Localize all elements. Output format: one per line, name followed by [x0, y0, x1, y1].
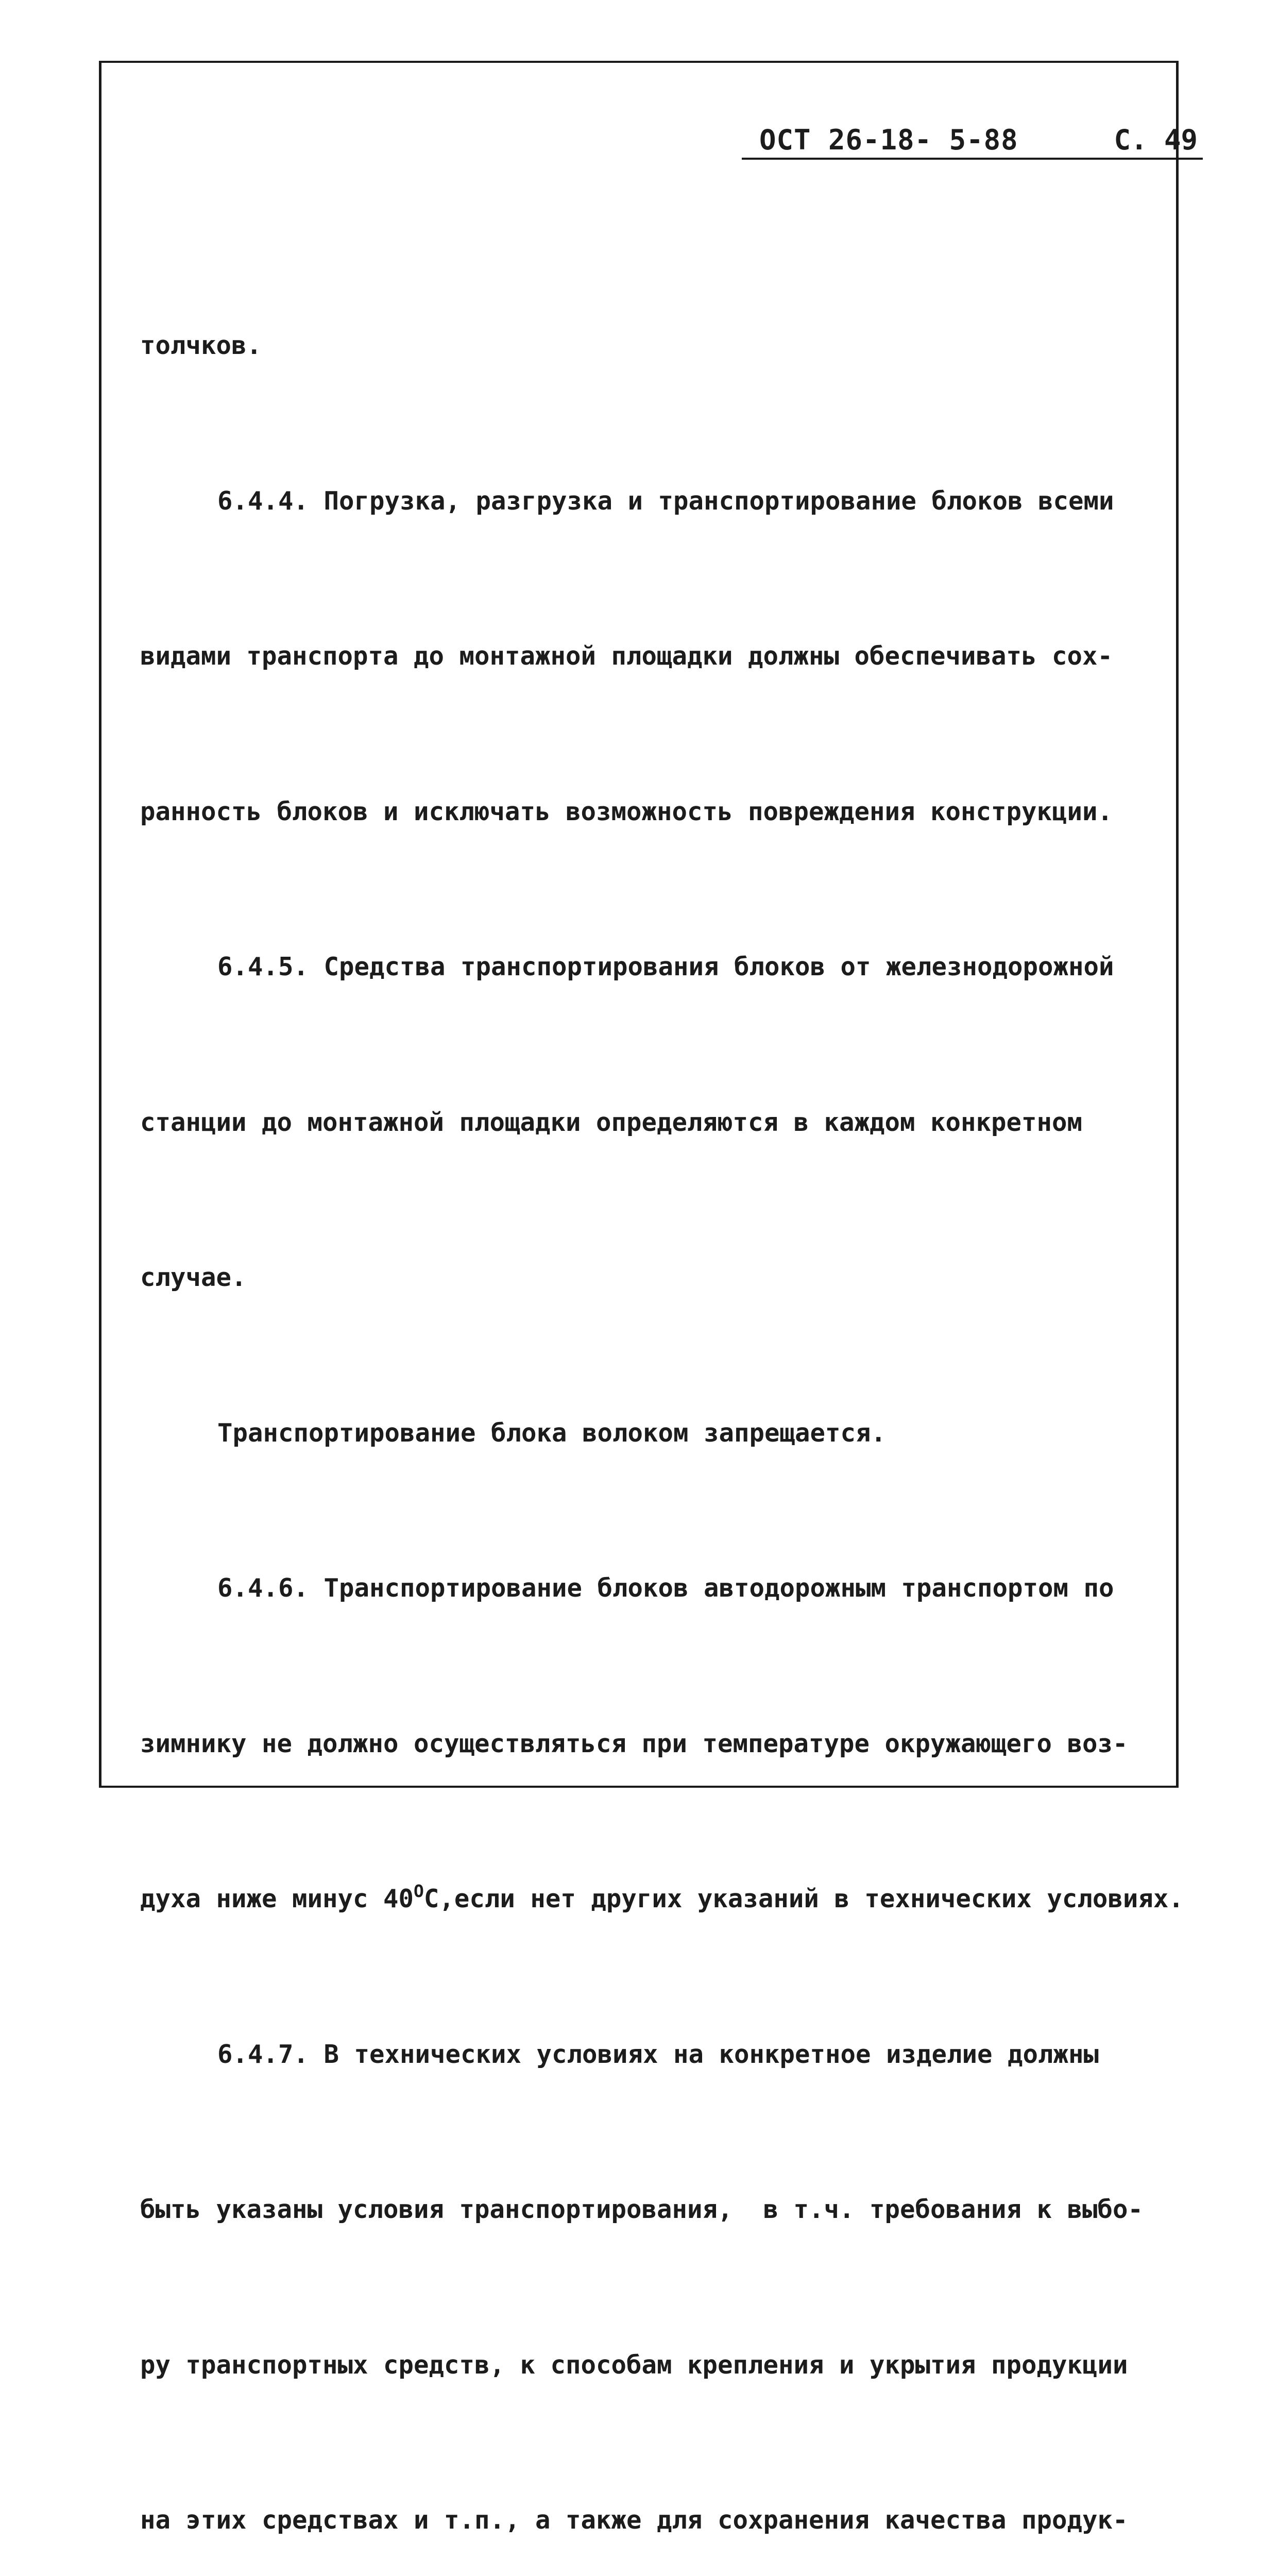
page-number: С. 49 [1114, 124, 1198, 156]
text-line: видами транспорта до монтажной площадки должны обеспечивать сох- [140, 641, 1113, 671]
text-line: Транспортирование блока волоком запрещается. [217, 1418, 887, 1448]
text-line: 6.4.4. Погрузка, разгрузка и транспортирование блоков всеми [217, 486, 1114, 516]
document-body [140, 216, 1248, 2576]
text-line: 6.4.5. Средства транспортирования блоков от железнодорожной [217, 952, 1114, 981]
text-line: на этих средствах и т.п., а также для сохранения качества продук- [140, 2505, 1128, 2535]
text-line: 6.4.6. Транспортирование блоков автодорожным транспортом по [217, 1573, 1114, 1603]
text-line: станции до монтажной площадки определяются в каждом конкретном [140, 1107, 1083, 1137]
text-line: 6.4.7. В технических условиях на конкретное изделие должны [217, 2039, 1099, 2069]
page-header [742, 124, 1203, 160]
text-line: ру транспортных средств, к способам крепления и укрытия продукции [140, 2350, 1128, 2380]
text-line: духа ниже минус $40^ОС,если$ нет других указаний в технических условиях. [140, 1881, 1184, 1913]
degree-superscript: О [414, 1881, 424, 1901]
text-line: зимнику не должно осуществляться при температуре окружающего воз- [140, 1728, 1128, 1758]
document-code: ОСТ 26-18- 5-88 [759, 124, 1018, 156]
text-line: случае. [140, 1263, 247, 1292]
text-line: быть указаны условия транспортирования, в т.ч. требования к выбо- [140, 2195, 1144, 2224]
text-line: ранность блоков и исключать возможность повреждения конструкции. [140, 796, 1113, 826]
text-line: толчков. [140, 331, 262, 360]
